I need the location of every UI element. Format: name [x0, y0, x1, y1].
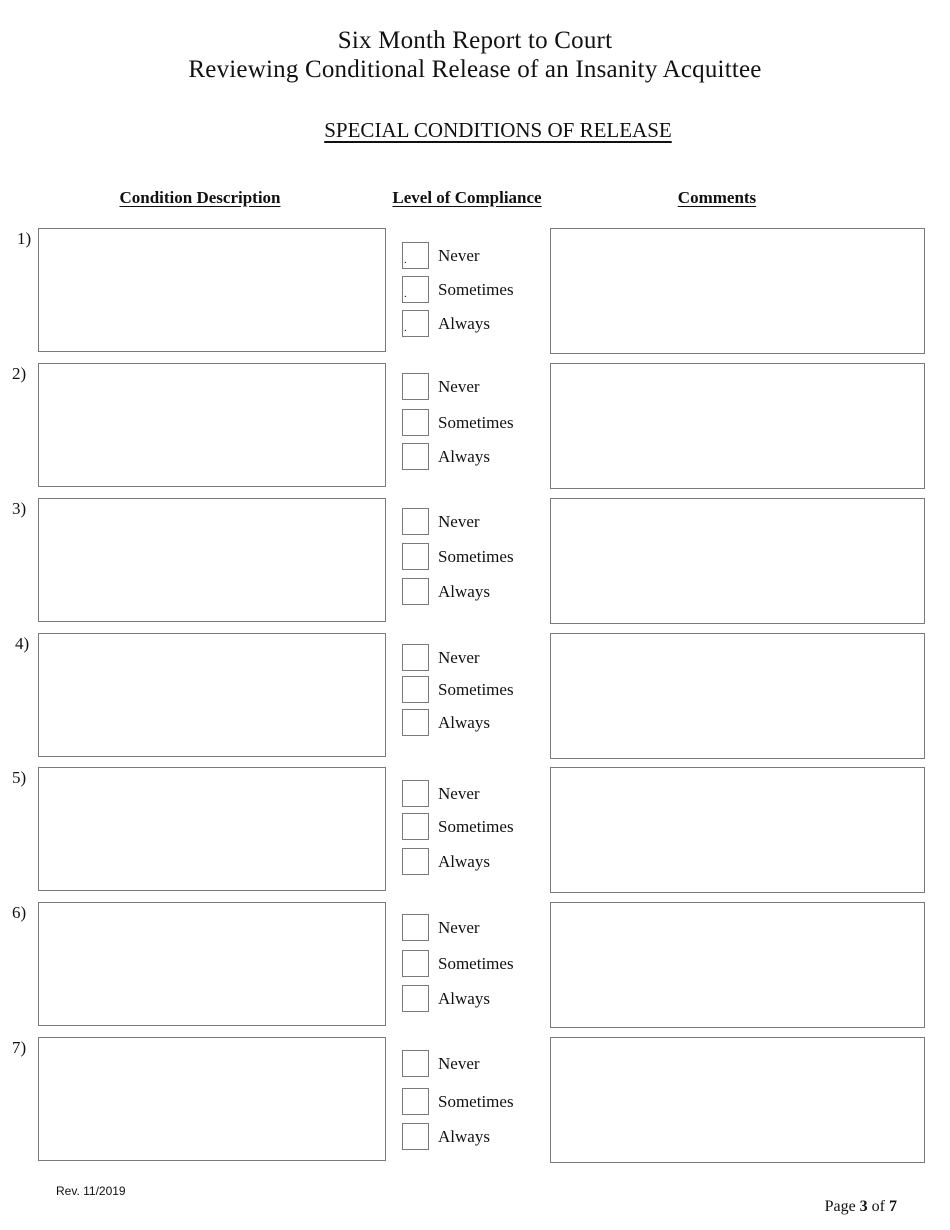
never-label: Never — [438, 245, 480, 265]
always-label: Always — [438, 446, 490, 466]
condition-description-field-7[interactable] — [38, 1037, 386, 1161]
never-label: Never — [438, 511, 480, 531]
never-checkbox-1[interactable] — [402, 242, 429, 269]
compliance-option-always-3[interactable] — [402, 578, 490, 605]
condition-description-field-4[interactable] — [38, 633, 386, 757]
sometimes-checkbox-1[interactable] — [402, 276, 429, 303]
never-label: Never — [438, 783, 480, 803]
checkbox-mark: . — [404, 322, 407, 334]
row-number: 4) — [15, 634, 30, 653]
condition-description-field-2[interactable] — [38, 363, 386, 487]
sometimes-label: Sometimes — [438, 953, 514, 973]
compliance-option-sometimes-4[interactable] — [402, 676, 514, 703]
compliance-option-always-7[interactable] — [402, 1123, 490, 1150]
never-checkbox-2[interactable] — [402, 373, 429, 400]
always-label: Always — [438, 313, 490, 333]
compliance-option-never-3[interactable] — [402, 508, 480, 535]
compliance-option-never-6[interactable] — [402, 914, 480, 941]
comments-field-3[interactable] — [550, 498, 925, 624]
checkbox-mark: . — [404, 254, 407, 266]
condition-description-field-6[interactable] — [38, 902, 386, 1026]
always-label: Always — [438, 581, 490, 601]
sometimes-checkbox-3[interactable] — [402, 543, 429, 570]
page-number — [825, 1197, 897, 1217]
comments-field-5[interactable] — [550, 767, 925, 893]
checkbox-mark: . — [404, 288, 407, 300]
compliance-option-always-2[interactable] — [402, 443, 490, 470]
always-checkbox-6[interactable] — [402, 985, 429, 1012]
compliance-option-sometimes-2[interactable] — [402, 409, 514, 436]
sometimes-checkbox-7[interactable] — [402, 1088, 429, 1115]
sometimes-checkbox-6[interactable] — [402, 950, 429, 977]
always-checkbox-7[interactable] — [402, 1123, 429, 1150]
never-checkbox-4[interactable] — [402, 644, 429, 671]
sometimes-checkbox-2[interactable] — [402, 409, 429, 436]
row-number: 1) — [17, 229, 32, 248]
never-label: Never — [438, 647, 480, 667]
condition-row-2 — [0, 363, 950, 493]
comments-field-1[interactable] — [550, 228, 925, 354]
always-checkbox-4[interactable] — [402, 709, 429, 736]
condition-description-field-3[interactable] — [38, 498, 386, 622]
compliance-option-never-5[interactable] — [402, 780, 480, 807]
row-number: 2) — [12, 364, 27, 383]
condition-row-6 — [0, 902, 950, 1032]
condition-row-3 — [0, 498, 950, 628]
always-checkbox-3[interactable] — [402, 578, 429, 605]
never-label: Never — [438, 917, 480, 937]
comments-header: Comments — [677, 188, 757, 207]
level-of-compliance-header: Level of Compliance — [392, 188, 542, 207]
condition-row-1 — [0, 228, 950, 358]
compliance-option-always-5[interactable] — [402, 848, 490, 875]
sometimes-label: Sometimes — [438, 279, 514, 299]
sometimes-label: Sometimes — [438, 412, 514, 432]
revision-date: Rev. 11/2019 — [56, 1184, 126, 1198]
always-checkbox-2[interactable] — [402, 443, 429, 470]
compliance-option-sometimes-5[interactable] — [402, 813, 514, 840]
compliance-option-sometimes-1[interactable] — [402, 276, 514, 303]
compliance-option-always-1[interactable] — [402, 310, 490, 337]
comments-field-6[interactable] — [550, 902, 925, 1028]
compliance-option-always-6[interactable] — [402, 985, 490, 1012]
sometimes-checkbox-5[interactable] — [402, 813, 429, 840]
page-current: 3 — [859, 1198, 868, 1215]
always-label: Always — [438, 1126, 490, 1146]
sometimes-label: Sometimes — [438, 546, 514, 566]
sometimes-label: Sometimes — [438, 679, 514, 699]
condition-description-field-5[interactable] — [38, 767, 386, 891]
comments-field-4[interactable] — [550, 633, 925, 759]
row-number: 3) — [12, 499, 27, 518]
never-label: Never — [438, 376, 480, 396]
compliance-option-never-4[interactable] — [402, 644, 480, 671]
sometimes-label: Sometimes — [438, 816, 514, 836]
comments-field-7[interactable] — [550, 1037, 925, 1163]
always-checkbox-5[interactable] — [402, 848, 429, 875]
condition-row-5 — [0, 767, 950, 897]
row-number: 7) — [12, 1038, 27, 1057]
compliance-option-never-2[interactable] — [402, 373, 480, 400]
always-checkbox-1[interactable] — [402, 310, 429, 337]
report-title: Six Month Report to Court — [337, 27, 613, 54]
condition-description-header: Condition Description — [119, 188, 281, 207]
row-number: 6) — [12, 903, 27, 922]
never-label: Never — [438, 1053, 480, 1073]
never-checkbox-6[interactable] — [402, 914, 429, 941]
compliance-option-always-4[interactable] — [402, 709, 490, 736]
always-label: Always — [438, 712, 490, 732]
condition-row-4 — [0, 633, 950, 763]
compliance-option-sometimes-3[interactable] — [402, 543, 514, 570]
row-number: 5) — [12, 768, 27, 787]
never-checkbox-7[interactable] — [402, 1050, 429, 1077]
comments-field-2[interactable] — [550, 363, 925, 489]
sometimes-checkbox-4[interactable] — [402, 676, 429, 703]
always-label: Always — [438, 851, 490, 871]
compliance-option-sometimes-7[interactable] — [402, 1088, 514, 1115]
never-checkbox-3[interactable] — [402, 508, 429, 535]
condition-row-7 — [0, 1037, 950, 1167]
report-subtitle: Reviewing Conditional Release of an Insanity Acquittee — [188, 56, 762, 83]
condition-description-field-1[interactable] — [38, 228, 386, 352]
page-of: of — [871, 1198, 885, 1215]
compliance-option-sometimes-6[interactable] — [402, 950, 514, 977]
compliance-option-never-1[interactable] — [402, 242, 480, 269]
always-label: Always — [438, 988, 490, 1008]
section-heading: SPECIAL CONDITIONS OF RELEASE — [324, 118, 672, 142]
sometimes-label: Sometimes — [438, 1091, 514, 1111]
compliance-option-never-7[interactable] — [402, 1050, 480, 1077]
never-checkbox-5[interactable] — [402, 780, 429, 807]
page-total: 7 — [889, 1198, 897, 1215]
page-prefix: Page — [824, 1198, 856, 1215]
